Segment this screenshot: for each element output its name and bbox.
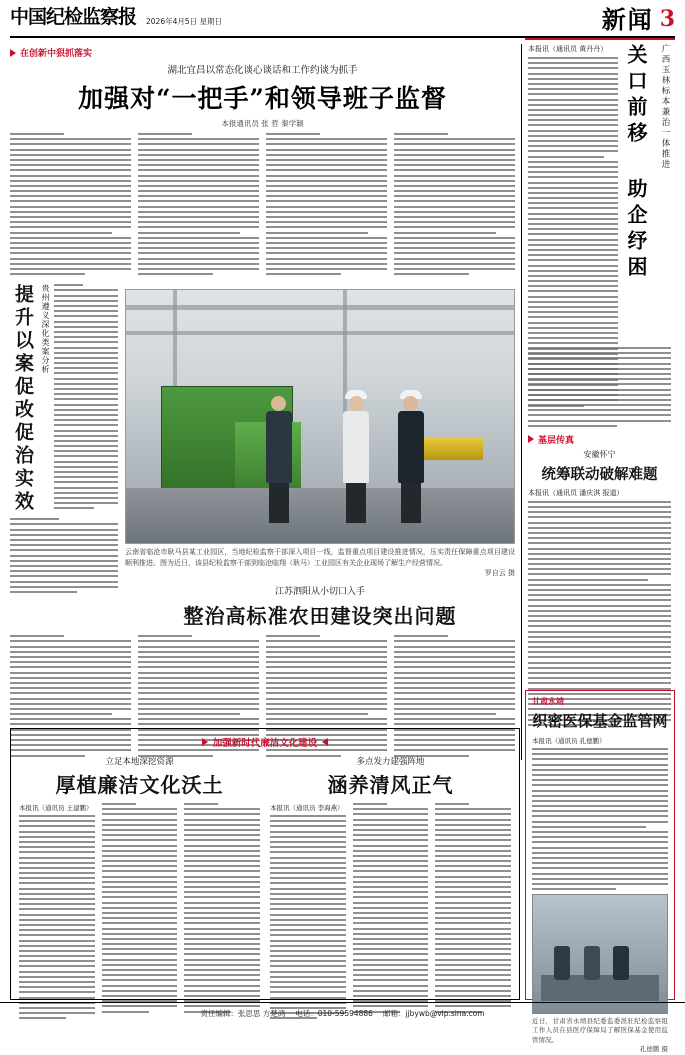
lead-subhead: 湖北宜昌以常态化谈心谈话和工作约谈为抓手 (167, 65, 358, 76)
person-figure (343, 390, 369, 523)
redbox-byline: 本报讯（通讯员 孔德鹏） (532, 737, 606, 745)
main-column (10, 44, 515, 760)
left-feature-lines (54, 284, 118, 514)
triangle-icon (10, 49, 16, 57)
masthead-left (10, 8, 222, 27)
grassroots-subhead: 安徽怀宁 (583, 449, 616, 459)
second-subhead: 江苏泗阳从小切口入手 (274, 587, 365, 598)
grassroots-kicker (528, 433, 671, 446)
person-figure (266, 396, 292, 523)
grassroots-byline: 本报讯（通讯员 潘庆淇 报道） (528, 488, 624, 497)
grassroots-kicker-label: 基层传真 (538, 435, 575, 446)
lead-kicker (10, 46, 515, 59)
redbox-caption: 近日，甘肃省永靖县纪委监委派驻纪检监察组工作人员在县医疗保障局了解医保基金使用监管情况。 (532, 1017, 668, 1044)
redbox-kicker: 甘肃永靖 (532, 697, 564, 706)
lead-body-col-3 (266, 133, 387, 278)
second-headline: 整治高标准农田建设突出问题 (183, 604, 457, 629)
feature-photo-row (10, 284, 515, 633)
redbox-photo (532, 894, 668, 1014)
culture-section (10, 728, 520, 1000)
culture-story-1 (19, 755, 260, 1023)
culture-headline-1: 厚植廉洁文化沃土 (55, 773, 224, 797)
rail-feature-byline: 本报讯（通讯员 黄丹丹） (528, 45, 608, 53)
lead-byline: 本报通讯员 张 哲 秦学颖 (221, 119, 304, 128)
culture-byline-2: 本报讯（通讯员 李海燕） (270, 804, 344, 812)
redbox-credit: 孔德鹏 摄 (639, 1045, 668, 1054)
lead-body-col-4 (394, 133, 515, 278)
footer-editor: 责任编辑：张思思 方楚鸿 (200, 1009, 286, 1018)
paper-title: 中国纪检监察报 (10, 6, 137, 28)
lead-body-columns (10, 133, 515, 278)
rail-feature-body (528, 44, 618, 344)
masthead-right (601, 5, 675, 34)
redbox-headline: 织密医保基金监管网 (532, 712, 668, 730)
culture-body-2 (270, 803, 511, 1023)
text-lines (10, 133, 131, 275)
photo-credit: 罗自云 摄 (484, 569, 515, 578)
section-title: 新闻 (601, 5, 654, 34)
right-rail (521, 44, 671, 760)
triangle-icon (202, 738, 208, 746)
rail-feature-kicker: 广西玉林标本兼治一体推进 (660, 44, 670, 170)
text-lines (138, 133, 259, 275)
culture-columns (19, 755, 511, 1023)
culture-story-2 (270, 755, 511, 1023)
page-footer (0, 1002, 685, 1024)
grassroots-headline: 统筹联动破解难题 (541, 465, 658, 483)
page-number: 3 (659, 6, 675, 32)
section-underline (525, 38, 675, 40)
redbox-body (532, 748, 668, 890)
lead-kicker-label: 在创新中狠抓落实 (20, 49, 93, 59)
left-feature-kicker: 贵州遵义深化类案分析 (41, 284, 50, 375)
culture-subhead-2: 多点发力建强阵地 (356, 757, 425, 767)
lead-body-col-2 (138, 133, 259, 278)
photo-block (125, 289, 515, 578)
lead-body-col-1 (10, 133, 131, 278)
culture-kicker (19, 735, 511, 749)
masthead (10, 5, 675, 34)
rail-feature (528, 44, 671, 344)
rail-feature-title: 关口前移 助企纾困 (624, 44, 648, 282)
culture-kicker-label: 加强新时代廉洁文化建设 (212, 738, 318, 749)
left-feature-lines-2 (10, 518, 118, 593)
triangle-icon (528, 435, 534, 443)
lead-headline: 加强对“一把手”和领导班子监督 (78, 84, 447, 113)
person-figure (398, 390, 424, 523)
culture-headline-2: 涵养清风正气 (327, 773, 454, 797)
left-feature-heads (10, 284, 118, 514)
text-lines (394, 133, 515, 275)
culture-body-1 (19, 803, 260, 1023)
footer-phone: 电话：010-59594886 (295, 1009, 373, 1018)
triangle-icon (322, 738, 328, 746)
news-photo (125, 289, 515, 544)
page-body (10, 44, 675, 760)
culture-subhead-1: 立足本地深挖资源 (105, 757, 174, 767)
photo-and-second-story (125, 284, 515, 633)
text-lines (266, 133, 387, 275)
photo-caption: 云南省临沧市耿马县某工业园区，当地纪检监察干部深入项目一线，监督重点项目建设推进情况，压实责任保障重点项目建设顺利推进。图为近日，该县纪检监察干部到临沧临翔（耿马）工业园区有关企业现场了解生产经营情况。 (125, 548, 515, 567)
publication-date: 2026年4月5日 星期日 (146, 16, 223, 26)
left-feature (10, 284, 118, 633)
culture-byline-1: 本报讯（通讯员 王建鹏） (19, 804, 93, 812)
footer-email: 邮箱：jjbywb@vip.sina.com (382, 1009, 485, 1018)
left-feature-title: 提升以案促改促治实效 (12, 284, 34, 515)
medical-fund-story (525, 690, 675, 1054)
